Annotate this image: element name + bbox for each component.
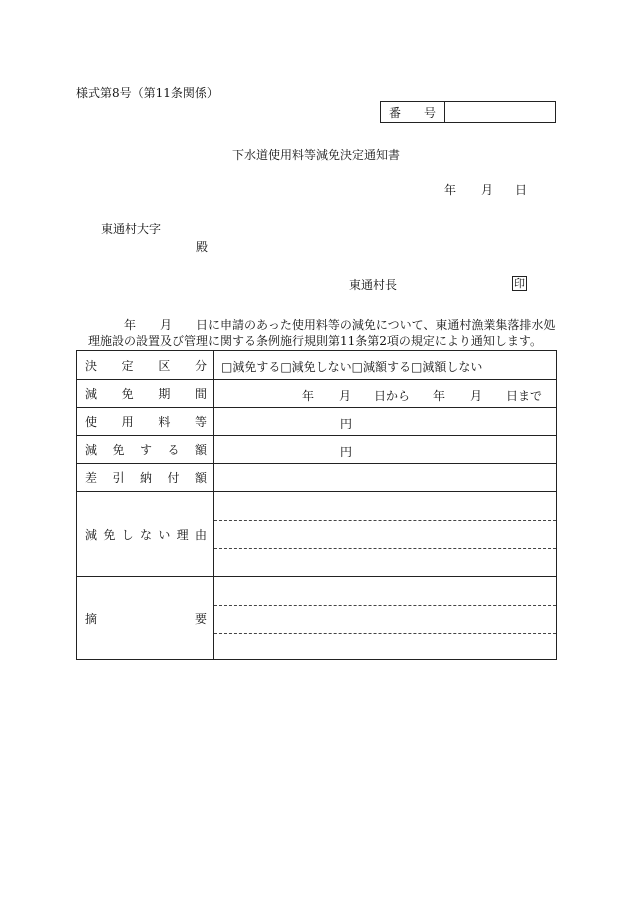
date-month: 月 bbox=[481, 183, 494, 197]
label-char: 減 bbox=[85, 387, 98, 401]
document-title: 下水道使用料等減免決定通知書 bbox=[232, 148, 401, 162]
fee-unit: 円 bbox=[340, 417, 353, 431]
label-char: 免 bbox=[121, 387, 134, 401]
table-row-net-payment bbox=[77, 464, 556, 492]
table-row-reason bbox=[77, 492, 556, 577]
period-from-month: 月 bbox=[339, 389, 352, 403]
label-char: 付 bbox=[167, 471, 180, 485]
label-char: 免 bbox=[112, 443, 125, 457]
recipient-honorific: 殿 bbox=[196, 240, 209, 254]
label-char: 引 bbox=[112, 471, 125, 485]
decision-options[interactable]: □減免する□減免しない□減額する□減額しない bbox=[221, 360, 483, 374]
label-char: 差 bbox=[85, 471, 98, 485]
body-month: 月 bbox=[160, 318, 173, 332]
label-period bbox=[77, 380, 214, 407]
number-box bbox=[380, 101, 556, 123]
table-row-summary bbox=[77, 577, 556, 660]
label-char: し bbox=[121, 527, 134, 542]
label-char: 由 bbox=[194, 527, 207, 542]
label-char: 要 bbox=[194, 612, 207, 626]
table-row-period bbox=[77, 380, 556, 408]
label-char: 摘 bbox=[85, 612, 98, 626]
issuer-name: 東通村長 bbox=[349, 278, 398, 292]
date-day: 日 bbox=[515, 183, 528, 197]
label-char: 決 bbox=[85, 358, 98, 373]
table-row-decision bbox=[77, 351, 556, 380]
label-summary bbox=[77, 577, 214, 660]
dashed-line bbox=[214, 605, 556, 606]
value-period[interactable] bbox=[214, 380, 556, 407]
label-char: 等 bbox=[194, 415, 207, 429]
label-fee bbox=[77, 408, 214, 435]
body-line1: 日に申請のあった使用料等の減免について、東通村漁業集落排水処 bbox=[196, 318, 556, 332]
dashed-line bbox=[214, 633, 556, 634]
period-from-day: 日から bbox=[374, 389, 411, 403]
label-char: 理 bbox=[176, 527, 189, 542]
reduction-unit: 円 bbox=[340, 445, 353, 459]
body-line2: 理施設の設置及び管理に関する条例施行規則第11条第2項の規定により通知します。 bbox=[88, 334, 542, 348]
dashed-line bbox=[214, 520, 556, 521]
number-value[interactable] bbox=[445, 102, 555, 122]
label-char: 間 bbox=[194, 387, 207, 401]
label-char: 期 bbox=[158, 387, 171, 401]
number-label bbox=[381, 102, 445, 122]
decision-table bbox=[76, 350, 557, 660]
seal-stamp: 印 bbox=[514, 277, 525, 290]
number-label-char: 番 bbox=[389, 105, 402, 120]
dashed-line bbox=[214, 548, 556, 549]
label-char: 用 bbox=[121, 415, 134, 429]
label-char: る bbox=[167, 443, 180, 457]
label-char: 納 bbox=[139, 471, 152, 485]
form-number: 様式第8号（第11条関係） bbox=[76, 86, 219, 100]
period-to-month: 月 bbox=[470, 389, 483, 403]
label-char: 定 bbox=[121, 358, 134, 373]
label-char: い bbox=[158, 527, 171, 542]
label-char: 減 bbox=[85, 443, 98, 457]
label-reason bbox=[77, 492, 214, 576]
label-char: す bbox=[139, 443, 152, 457]
label-char: 使 bbox=[85, 415, 98, 429]
label-char: 減 bbox=[85, 527, 98, 542]
label-reduction bbox=[77, 436, 214, 463]
label-net-payment bbox=[77, 464, 214, 491]
body-year: 年 bbox=[124, 318, 137, 332]
period-to-day: 日まで bbox=[506, 389, 543, 403]
table-row-reduction bbox=[77, 436, 556, 464]
date-year: 年 bbox=[444, 183, 457, 197]
label-char: 免 bbox=[103, 527, 116, 542]
value-fee[interactable] bbox=[214, 408, 556, 435]
recipient-address: 東通村大字 bbox=[101, 222, 162, 236]
value-summary[interactable] bbox=[214, 577, 556, 660]
label-char: 区 bbox=[158, 358, 171, 373]
label-char: 分 bbox=[194, 358, 207, 373]
value-reason[interactable] bbox=[214, 492, 556, 576]
value-reduction[interactable] bbox=[214, 436, 556, 463]
label-char: 料 bbox=[158, 415, 171, 429]
value-decision[interactable] bbox=[214, 351, 556, 379]
value-net-payment[interactable] bbox=[214, 464, 556, 491]
label-char: な bbox=[139, 527, 152, 542]
period-from-year: 年 bbox=[302, 389, 315, 403]
period-to-year: 年 bbox=[433, 389, 446, 403]
number-label-char: 号 bbox=[423, 105, 436, 120]
label-decision bbox=[77, 351, 214, 379]
table-row-fee bbox=[77, 408, 556, 436]
label-char: 額 bbox=[194, 443, 207, 457]
label-char: 額 bbox=[194, 471, 207, 485]
